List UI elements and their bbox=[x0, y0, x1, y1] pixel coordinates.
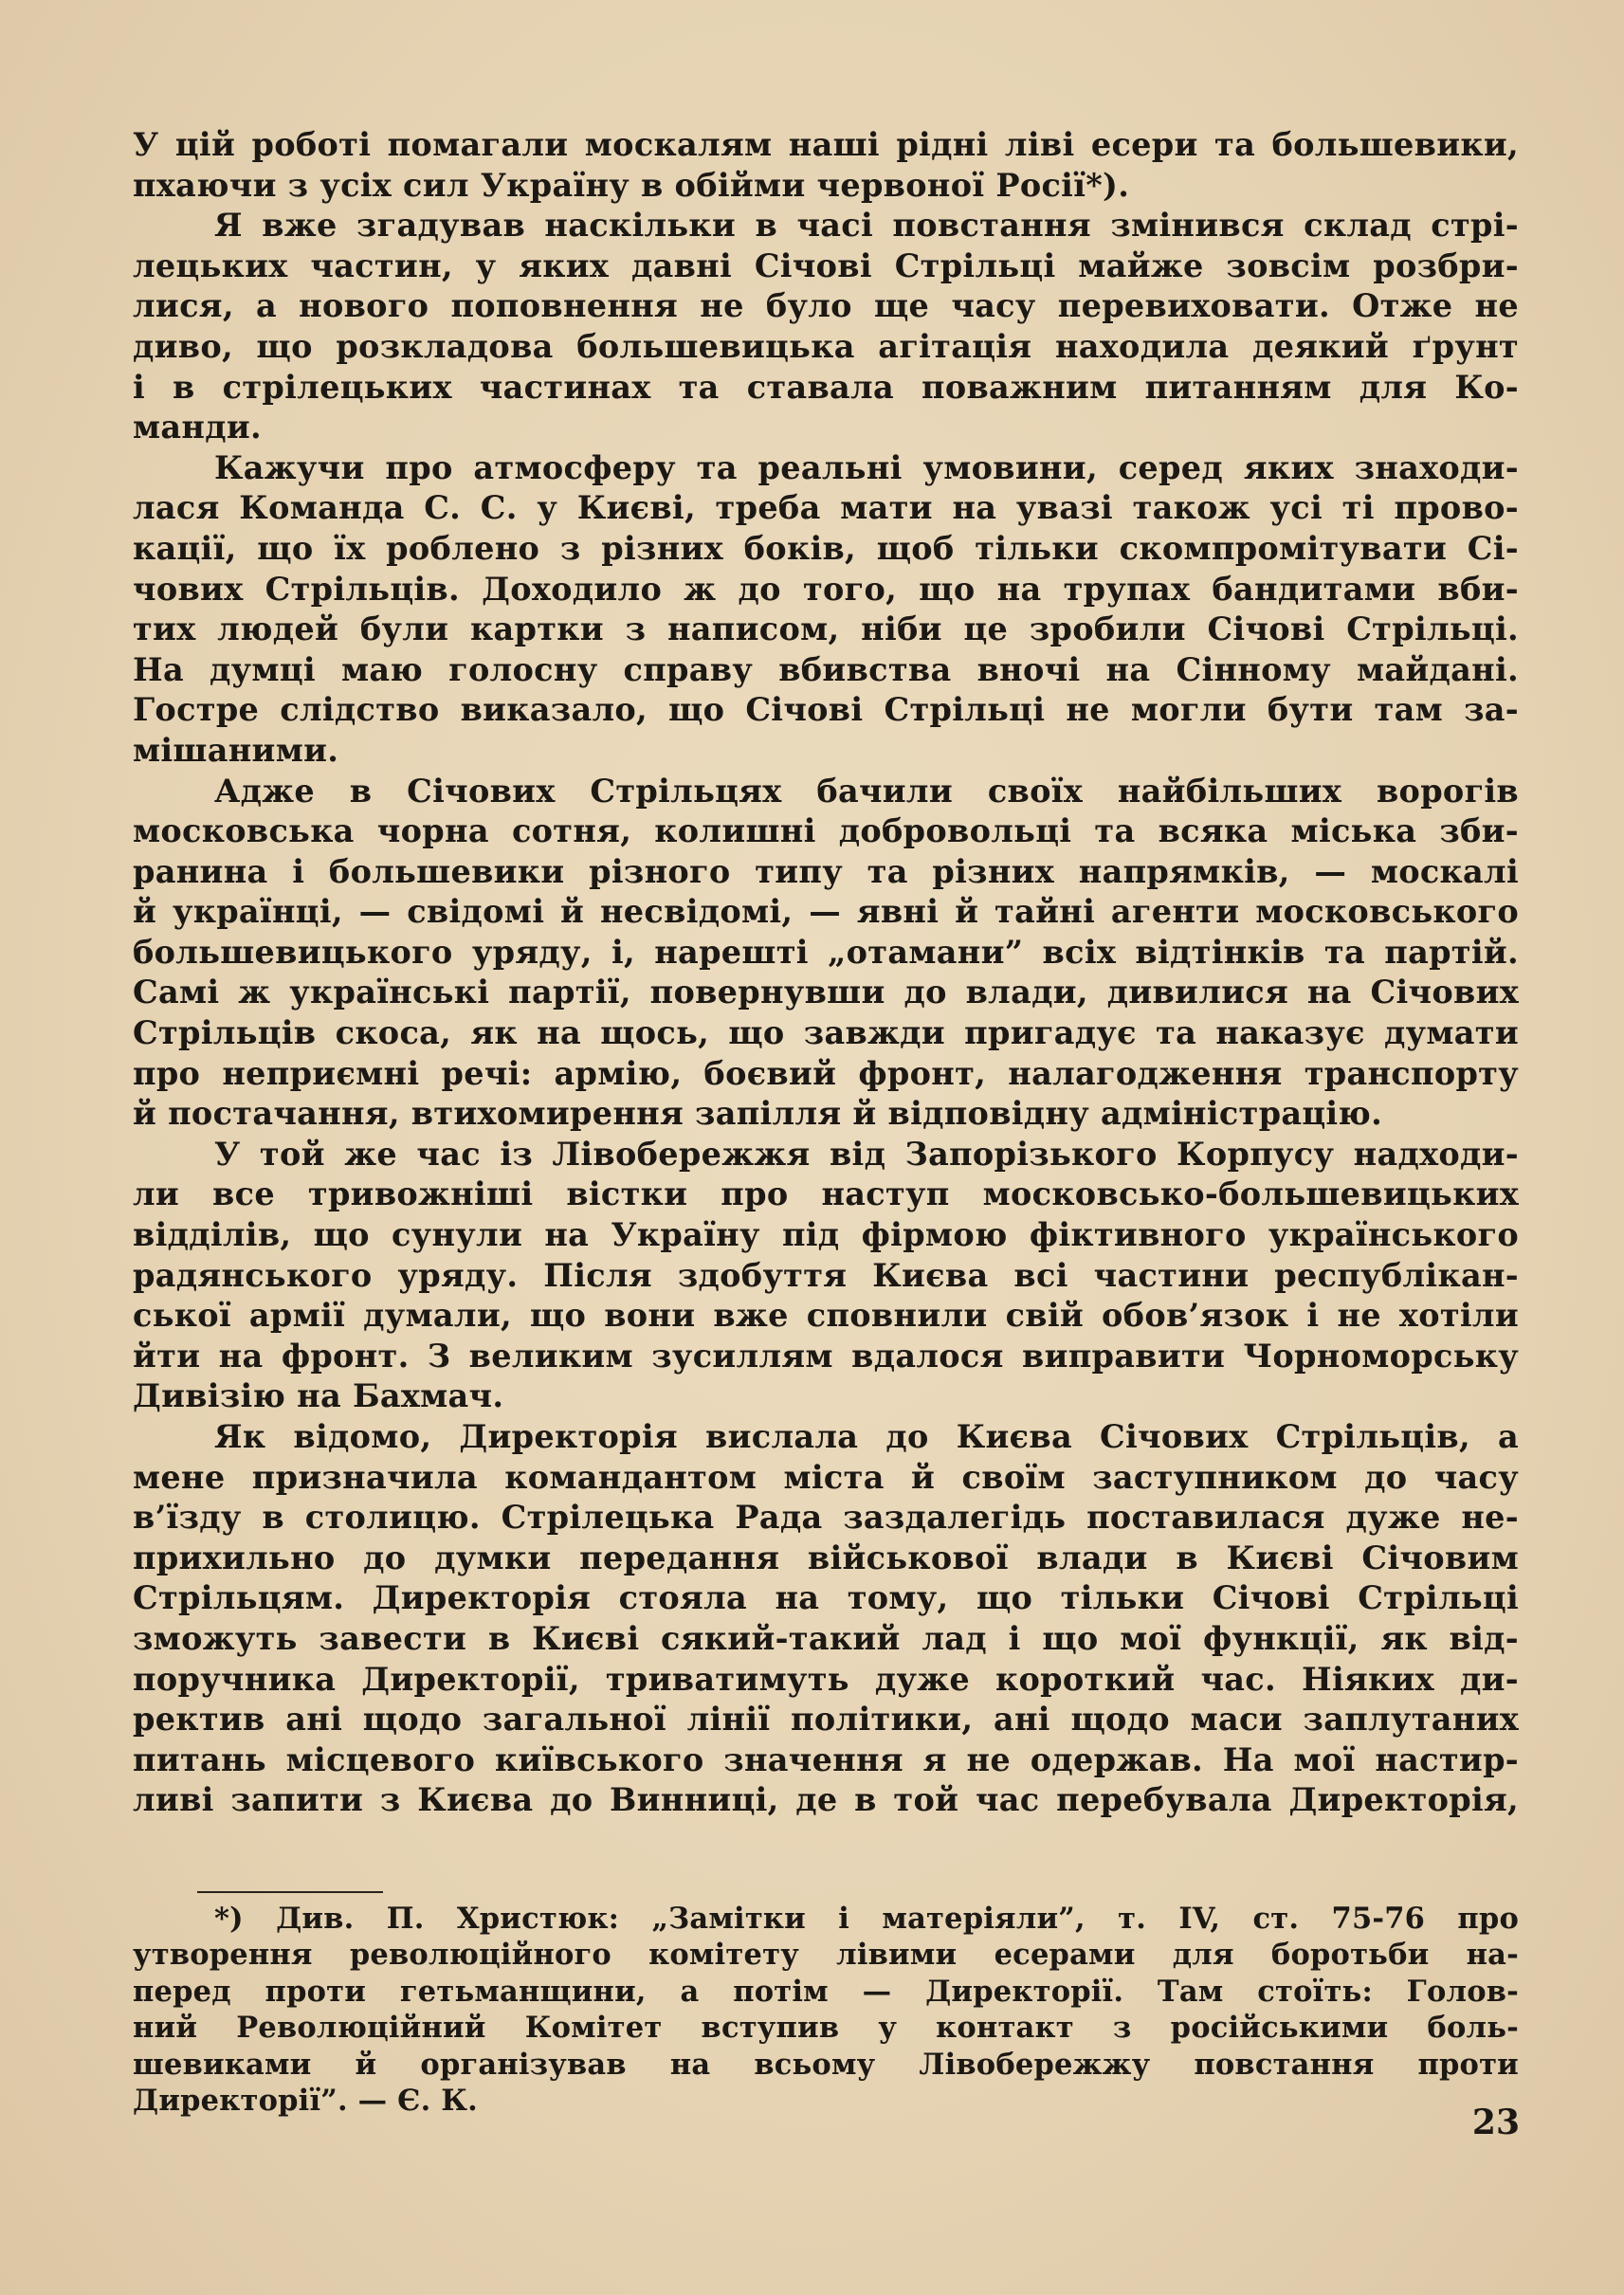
text-line: поручника Директорії, триватимуть дуже короткий час. Ніяких ди- bbox=[133, 1660, 1519, 1698]
text-line: лецьких частин, у яких давні Січові Стрільці майже зовсім розбри- bbox=[133, 246, 1519, 284]
text-line: прихильно до думки передання військової влади в Києві Січовим bbox=[133, 1539, 1519, 1576]
text-line: кації, що їх роблено з різних боків, щоб тільки скомпромітувати Сі- bbox=[133, 529, 1519, 567]
text-line: мене призначила командантом міста й своїм заступником до часу bbox=[133, 1458, 1519, 1496]
footnote-line: шевиками й організував на всьому Лівобережжу повстання проти bbox=[133, 2047, 1519, 2082]
footnote-line: ний Революційний Комітет вступив у контакт з російськими боль- bbox=[133, 2011, 1519, 2046]
text-line: і в стрілецьких частинах та ставала поважним питанням для Ко- bbox=[133, 368, 1519, 406]
text-line: ректив ані щодо загальної лінії політики, ані щодо маси заплутаних bbox=[133, 1701, 1519, 1739]
text-line: Адже в Січових Стрільцях бачили своїх найбільших ворогів bbox=[214, 772, 1519, 810]
footnote-divider bbox=[197, 1891, 383, 1893]
footnote-line: перед проти гетьманщини, а потім — Директорії. Там стоїть: Голов- bbox=[133, 1974, 1519, 2009]
footnote-line: *) Див. П. Христюк: „Замітки і матеріяли”, т. IV, ст. 75-76 про bbox=[214, 1902, 1519, 1936]
text-line: радянського уряду. Після здобуття Києва всі частини республікан- bbox=[133, 1256, 1519, 1294]
text-line: відділів, що сунули на Україну під фірмою фіктивного українського bbox=[133, 1216, 1519, 1254]
text-line: тих людей були картки з написом, ніби це зробили Січові Стрільці. bbox=[133, 610, 1519, 648]
text-line: Кажучи про атмосферу та реальні умовини, серед яких знаходи- bbox=[214, 448, 1519, 486]
text-line: в’їзду в столицю. Стрілецька Рада заздалегідь поставилася дуже не- bbox=[133, 1499, 1519, 1537]
footnote-line: утворення революційного комітету лівими есерами для боротьби на- bbox=[133, 1938, 1519, 1973]
footnote bbox=[133, 1901, 1519, 2119]
text-line: й постачання, втихомирення запілля й відповідну адміністрацію. bbox=[133, 1095, 1383, 1133]
text-line: лися, а нового поповнення не було ще часу перевиховати. Отже не bbox=[133, 287, 1519, 325]
text-line: Дивізію на Бахмач. bbox=[133, 1377, 504, 1415]
text-line: На думці маю голосну справу вбивства вночі на Сінному майдані. bbox=[133, 650, 1519, 688]
text-line: про неприємні речі: армію, боєвий фронт, налагодження транспорту bbox=[133, 1054, 1519, 1092]
text-line: ливі запити з Києва до Винниці, де в той час перебувала Директорія, bbox=[133, 1781, 1519, 1819]
footnote-line: Директорії”. — Є. К. bbox=[133, 2084, 478, 2119]
text-line: йти на фронт. З великим зусиллям вдалося виправити Чорноморську bbox=[133, 1337, 1519, 1375]
text-line: мішаними. bbox=[133, 731, 339, 769]
text-line: чових Стрільців. Доходило ж до того, що на трупах бандитами вби- bbox=[133, 570, 1519, 608]
text-line: Як відомо, Директорія вислала до Києва Січових Стрільців, а bbox=[214, 1418, 1519, 1455]
text-line: ської армії думали, що вони вже сповнили свій обов’язок і не хотіли bbox=[133, 1297, 1519, 1335]
text-line: Я вже згадував наскільки в часі повстання змінився склад стрі- bbox=[214, 207, 1519, 245]
page-number: 23 bbox=[1471, 2103, 1520, 2142]
main-text bbox=[133, 125, 1519, 1821]
text-line: Стрільцям. Директорія стояла на тому, що тільки Січові Стрільці bbox=[133, 1579, 1519, 1617]
text-line: пхаючи з усіх сил Україну в обійми червоної Росії*). bbox=[133, 166, 1130, 204]
text-line: У той же час із Лівобережжя від Запорізького Корпусу надходи- bbox=[214, 1135, 1519, 1173]
text-line: диво, що розкладова большевицька агітація находила деякий ґрунт bbox=[133, 327, 1519, 365]
text-line: лася Команда С. С. у Києві, треба мати на увазі також усі ті прово- bbox=[133, 489, 1519, 527]
text-line: манди. bbox=[133, 409, 262, 446]
text-line: й українці, — свідомі й несвідомі, — явні й тайні агенти московського bbox=[133, 893, 1519, 931]
text-line: питань місцевого київського значення я не одержав. На мої настир- bbox=[133, 1740, 1519, 1778]
text-line: ранина і большевики різного типу та різних напрямків, — москалі bbox=[133, 852, 1519, 890]
text-line: ли все тривожніші вістки про наступ московсько-большевицьких bbox=[133, 1175, 1519, 1213]
text-line: большевицького уряду, і, нарешті „отамани” всіх відтінків та партій. bbox=[133, 933, 1519, 971]
text-line: Самі ж українські партії, повернувши до влади, дивилися на Січових bbox=[133, 974, 1519, 1011]
text-line: зможуть завести в Києві сякий-такий лад і що мої функції, як від- bbox=[133, 1619, 1519, 1657]
text-line: Стрільців скоса, як на щось, що завжди пригадує та наказує думати bbox=[133, 1014, 1519, 1052]
text-line: Гостре слідство виказало, що Січові Стрільці не могли бути там за- bbox=[133, 691, 1519, 729]
text-line: московська чорна сотня, колишні добровольці та всяка міська зби- bbox=[133, 812, 1519, 850]
text-line: У цій роботі помагали москалям наші рідні ліві есери та большевики, bbox=[133, 126, 1519, 163]
